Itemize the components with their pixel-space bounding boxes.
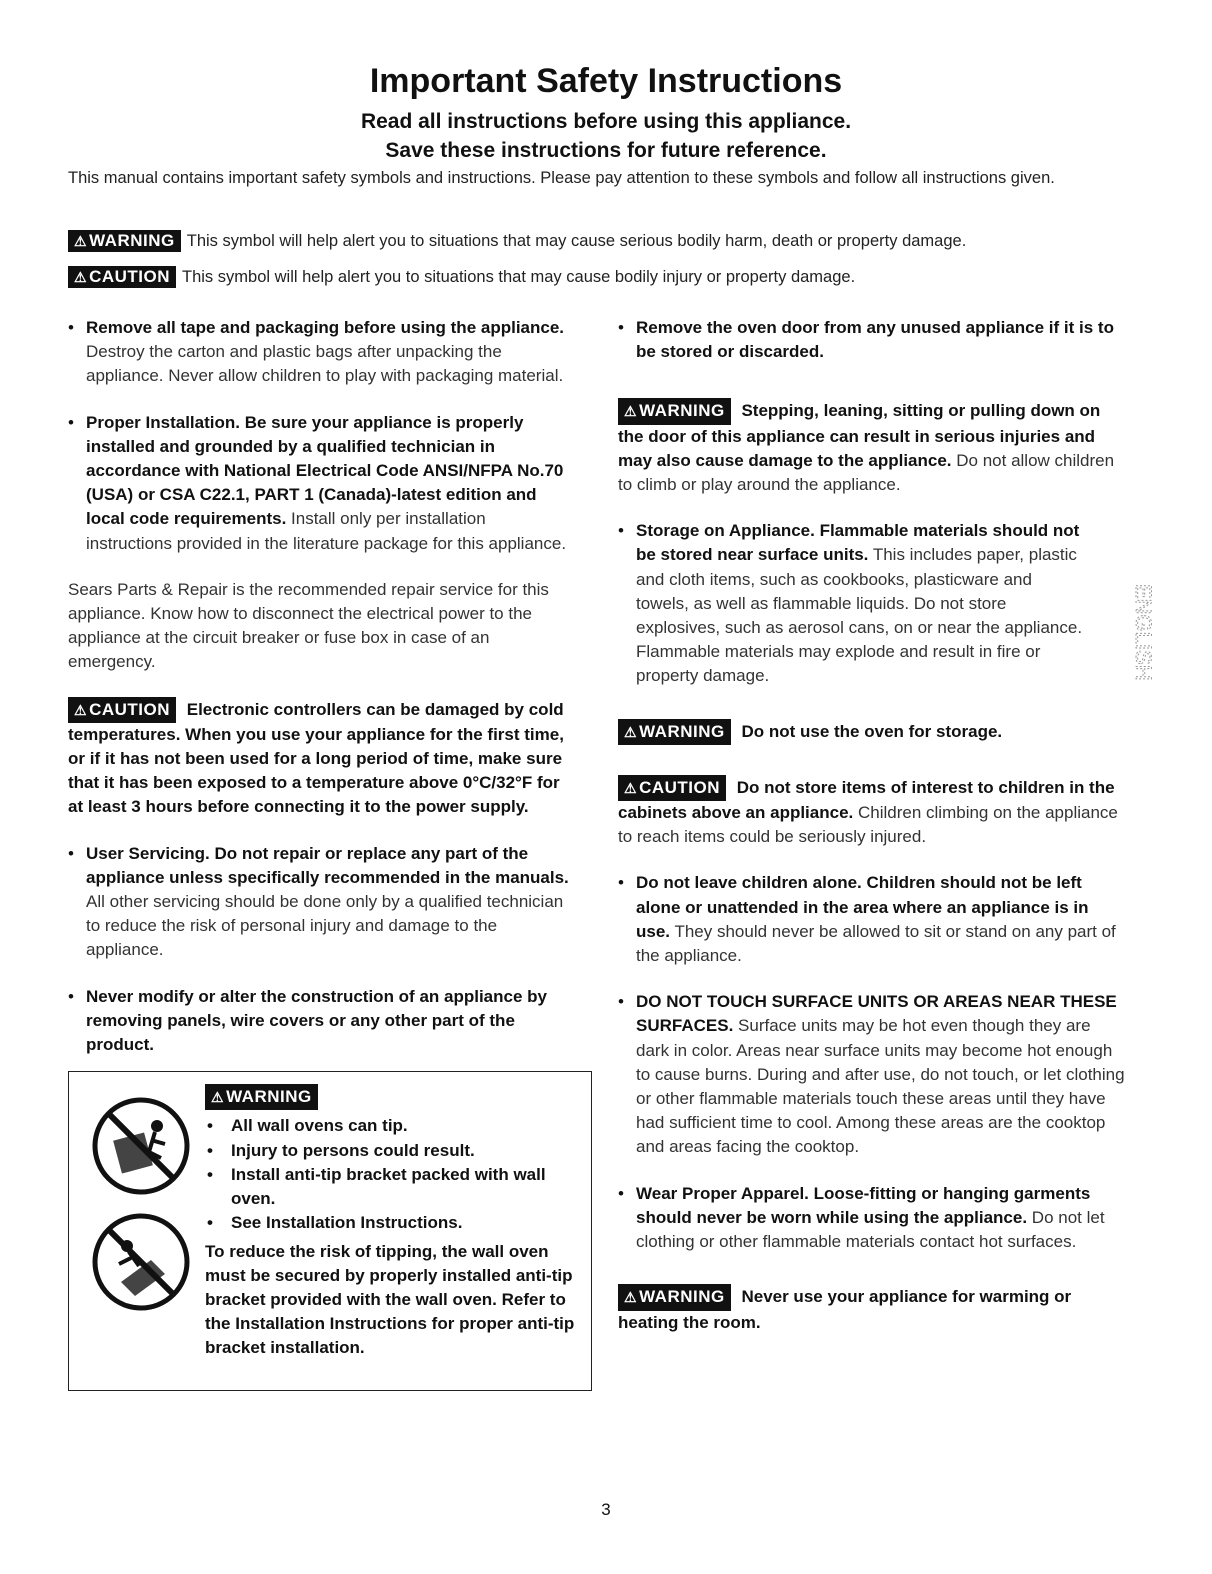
bullet-icon: • <box>618 521 624 541</box>
instruction-sears-service: Sears Parts & Repair is the recommended repair service for this appliance. Know how to disconnect the electrical power to the appliance at the circuit breaker or fuse box in case of an emergency. <box>68 579 549 672</box>
warning-badge: ⚠ WARNING <box>618 398 731 424</box>
language-label-english: ENGLISH <box>1131 584 1156 681</box>
warning-symbol-legend <box>68 230 966 252</box>
oven-falling-prohibited-icon <box>91 1212 191 1312</box>
warning-badge: ⚠ WARNING <box>205 1084 318 1110</box>
instruction-remove-door: • Remove the oven door from any unused appliance if it is to be stored or discarded. <box>618 318 1114 362</box>
list-item: • Injury to persons could result. <box>207 1140 475 1160</box>
instruction-surface-units: • DO NOT TOUCH SURFACE UNITS OR AREAS NEAR THESE SURFACES. Surface units may be hot even though they are dark in color. Areas near surface units may become hot enough to cause burns. During and after use, do not touch, or let clothing or other flammable materials touch these areas until they have had sufficient time to cool. Among these areas are the cooktop and areas facing the cooktop. <box>618 992 1125 1157</box>
bullet-icon: • <box>618 318 624 337</box>
anti-tip-warning-box <box>68 1071 592 1391</box>
instruction-packaging: • Remove all tape and packaging before using the appliance. Destroy the carton and plastic bags after unpacking the appliance. Never allow children to play with packaging material. <box>68 318 565 386</box>
warning-badge: ⚠ WARNING <box>618 1284 731 1310</box>
warning-badge: ⚠ WARNING <box>618 719 731 745</box>
instruction-children-alone: • Do not leave children alone. Children should not be left alone or unattended in the area where an appliance is in use. They should never be allowed to sit or stand on any part of the appliance. <box>618 873 1116 966</box>
right-column <box>618 316 1126 1357</box>
warning-heating: ⚠ WARNING Never use your appliance for warming or heating the room. <box>618 1284 1126 1334</box>
bullet-icon: • <box>618 992 624 1012</box>
left-column <box>68 316 576 1391</box>
instruction-storage: • Storage on Appliance. Flammable materials should not be stored near surface units. This includes paper, plastic and cloth items, such as cookbooks, plasticware and towels, as well as flammable liquids. Do not store explosives, such as aerosol cans, on or near the appliance. Flammable materials may explode and result in fire or property damage. <box>618 521 1083 686</box>
bullet-icon: • <box>68 318 74 337</box>
warning-badge: ⚠ WARNING <box>68 230 181 252</box>
caution-badge: ⚠ CAUTION <box>68 697 176 723</box>
warning-triangle-icon: ⚠ <box>211 1089 225 1106</box>
warning-triangle-icon: ⚠ <box>624 1289 638 1306</box>
subtitle-read: Read all instructions before using this appliance. <box>360 110 852 133</box>
bullet-icon: • <box>68 412 74 432</box>
caution-cabinets: ⚠ CAUTION Do not store items of interest to children in the cabinets above an appliance. Children climbing on the appliance to reach items could be seriously injured. <box>618 775 1126 850</box>
anti-tip-warning-content <box>205 1084 577 1360</box>
warning-stepping: ⚠ WARNING Stepping, leaning, sitting or pulling down on the door of this appliance can result in serious injuries and may also cause damage to the appliance. Do not allow children to climb or play around the appliance. <box>618 398 1126 497</box>
list-item: • All wall ovens can tip. <box>207 1116 408 1136</box>
caution-cold-temperature: ⚠ CAUTION Electronic controllers can be damaged by cold temperatures. When you use your appliance for the first time, or if it has not been used for a long period of time, make sure that it has been exposed to a temperature above 0°C/32°F for at least 3 hours before connecting it to the power supply. <box>68 697 576 820</box>
warning-triangle-icon: ⚠ <box>624 403 638 420</box>
instruction-apparel: • Wear Proper Apparel. Loose-fitting or hanging garments should never be worn while using the appliance. Do not let clothing or other flammable materials contact hot surfaces. <box>618 1183 1105 1252</box>
caution-badge: ⚠ CAUTION <box>68 266 176 288</box>
page-number: 3 <box>601 1500 611 1519</box>
bullet-icon: • <box>68 986 74 1006</box>
oven-tip-prohibited-icon <box>91 1096 191 1196</box>
bullet-icon: • <box>68 843 74 863</box>
warning-triangle-icon: ⚠ <box>624 723 638 740</box>
subtitle-save: Save these instructions for future reference. <box>385 139 827 162</box>
bullet-icon: • <box>618 1183 624 1203</box>
instruction-user-servicing: • User Servicing. Do not repair or replace any part of the appliance unless specifically recommended in the manuals. All other servicing should be done only by a qualified technician to reduce the risk of personal injury and damage to the appliance. <box>68 843 569 960</box>
warning-triangle-icon: ⚠ <box>74 269 88 285</box>
anti-tip-text: To reduce the risk of tipping, the wall oven must be secured by properly installed anti-tip bracket provided with the wall oven. Refer to the Installation Instructions for proper anti-tip bracket installation. <box>205 1241 575 1358</box>
caution-legend-text: This symbol will help alert you to situations that may cause bodily injury or property damage. <box>182 268 856 286</box>
warning-no-storage: ⚠ WARNING Do not use the oven for storage. <box>618 719 1126 745</box>
warning-legend-text: This symbol will help alert you to situations that may cause serious bodily harm, death or property damage. <box>186 232 967 250</box>
warning-triangle-icon: ⚠ <box>74 233 88 249</box>
anti-tip-list <box>205 1114 577 1235</box>
caution-badge: ⚠ CAUTION <box>618 775 726 801</box>
instruction-installation: • Proper Installation. Be sure your appliance is properly installed and grounded by a qualified technician in accordance with National Electrical Code ANSI/NFPA No.70 (USA) or CSA C22.1, PART 1 (Canada)-latest edition and local code requirements. Install only per installation instructions provided in the literature package for this appliance. <box>68 412 567 553</box>
intro-text: This manual contains important safety symbols and instructions. Please pay attention to these symbols and follow all instructions given. <box>68 169 1055 187</box>
warning-triangle-icon: ⚠ <box>624 779 638 796</box>
warning-triangle-icon: ⚠ <box>74 701 88 718</box>
language-side-tab <box>1128 582 1158 702</box>
list-item: • See Installation Instructions. <box>207 1213 463 1233</box>
instruction-never-modify: • Never modify or alter the construction of an appliance by removing panels, wire covers or any other part of the product. <box>68 986 547 1055</box>
list-item: • Install anti-tip bracket packed with wall oven. <box>207 1164 546 1209</box>
bullet-icon: • <box>618 873 624 893</box>
page-title: Important Safety Instructions <box>369 62 843 100</box>
caution-symbol-legend <box>68 266 855 288</box>
